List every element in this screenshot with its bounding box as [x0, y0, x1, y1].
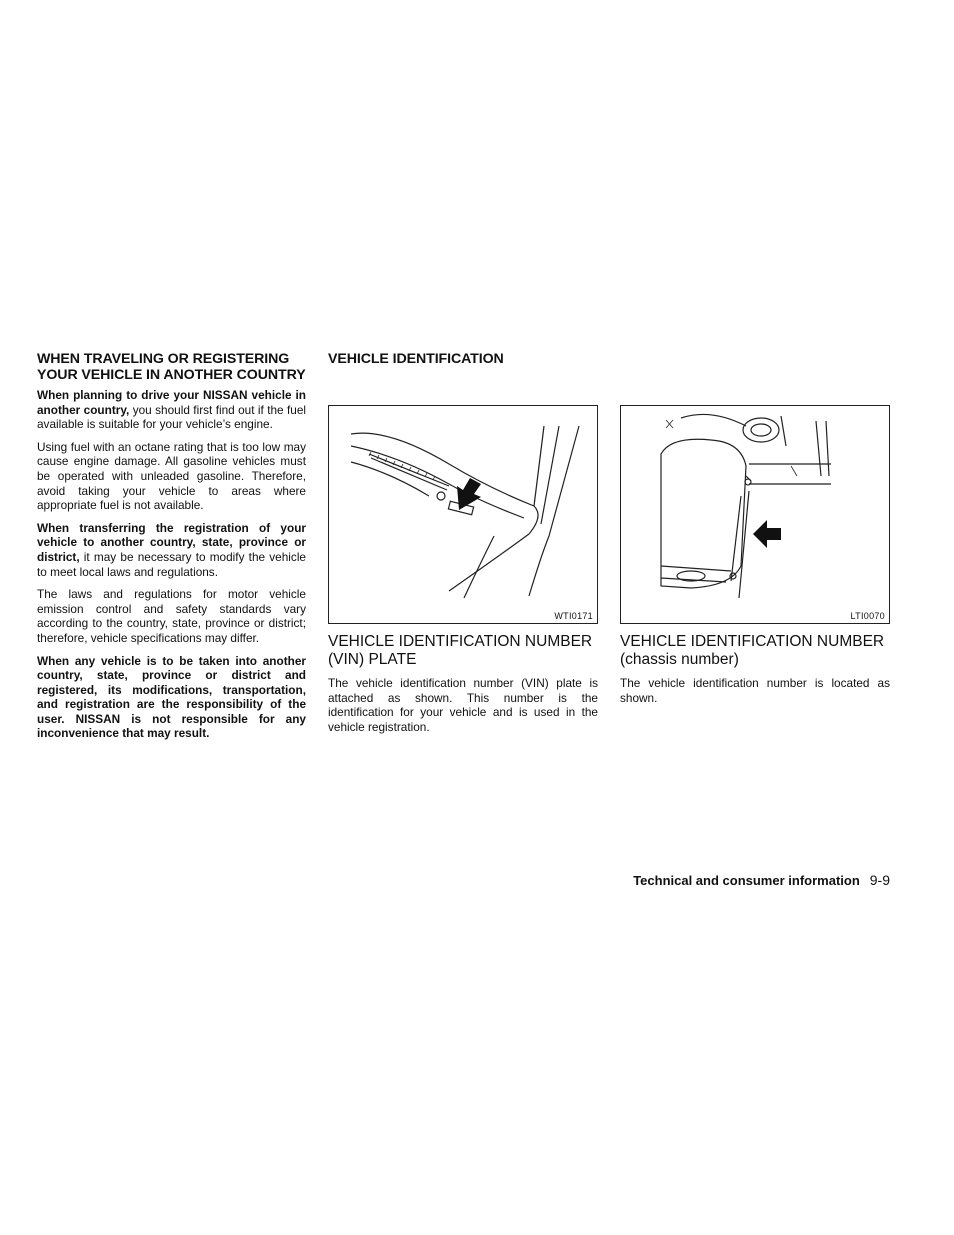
middle-column	[328, 351, 598, 742]
right-column	[620, 405, 890, 713]
paragraph-laws: The laws and regulations for motor vehicle emission control and safety standards vary according to the country, state, province or district; therefore, vehicle specifications may differ.	[37, 587, 306, 645]
paragraph-vin-plate: The vehicle identification number (VIN) plate is attached as shown. This number is the identification for your vehicle and is used in the vehicle registration.	[328, 676, 598, 734]
section-heading-vehicle-identification: VEHICLE IDENTIFICATION	[328, 351, 504, 367]
chassis-number-illustration	[621, 406, 889, 623]
paragraph-responsibility: When any vehicle is to be taken into another country, state, province or district and registered, its modifications, transportation, and registration are the responsibility of the user. NISSAN is not responsible for any inconvenience that may result.	[37, 653, 306, 741]
arrow-left-icon	[753, 520, 781, 548]
figure-code-vin-plate: WTI0171	[554, 611, 593, 621]
arrow-icon	[457, 478, 481, 510]
subheading-vin-plate: VEHICLE IDENTIFICATION NUMBER (VIN) PLATE	[328, 633, 593, 668]
paragraph-transferring	[37, 521, 306, 579]
paragraph-planning-text: you should first find out if the fuel available is suitable for your vehicle’s engine.	[37, 402, 307, 432]
figure-vin-plate	[328, 405, 598, 624]
section-heading-traveling: WHEN TRAVELING OR REGISTERING YOUR VEHICLE IN ANOTHER COUNTRY	[37, 351, 306, 383]
page-number: 9-9	[869, 872, 890, 888]
paragraph-planning	[37, 388, 306, 432]
vin-plate-illustration	[329, 406, 597, 623]
paragraph-transferring-bold: When transferring the registration of your vehicle to another country, state, province or district,	[37, 520, 306, 564]
left-column	[37, 351, 306, 749]
paragraph-chassis-number: The vehicle identification number is located as shown.	[620, 676, 890, 705]
figure-code-chassis: LTI0070	[850, 611, 885, 621]
subheading-chassis-number: VEHICLE IDENTIFICATION NUMBER (chassis number)	[620, 633, 885, 668]
paragraph-octane: Using fuel with an octane rating that is too low may cause engine damage. All gasoline vehicles must be operated with unleaded gasoline. Therefore, avoid taking your vehicle to areas where appropriate fuel is not available.	[37, 439, 306, 513]
paragraph-transferring-text: it may be necessary to modify the vehicle to meet local laws and regulations.	[37, 549, 306, 579]
footer-section-title: Technical and consumer information	[633, 873, 860, 888]
paragraph-planning-bold: When planning to drive your NISSAN vehicle in another country,	[37, 388, 306, 417]
page-footer	[633, 872, 890, 888]
figure-chassis-number	[620, 405, 890, 624]
